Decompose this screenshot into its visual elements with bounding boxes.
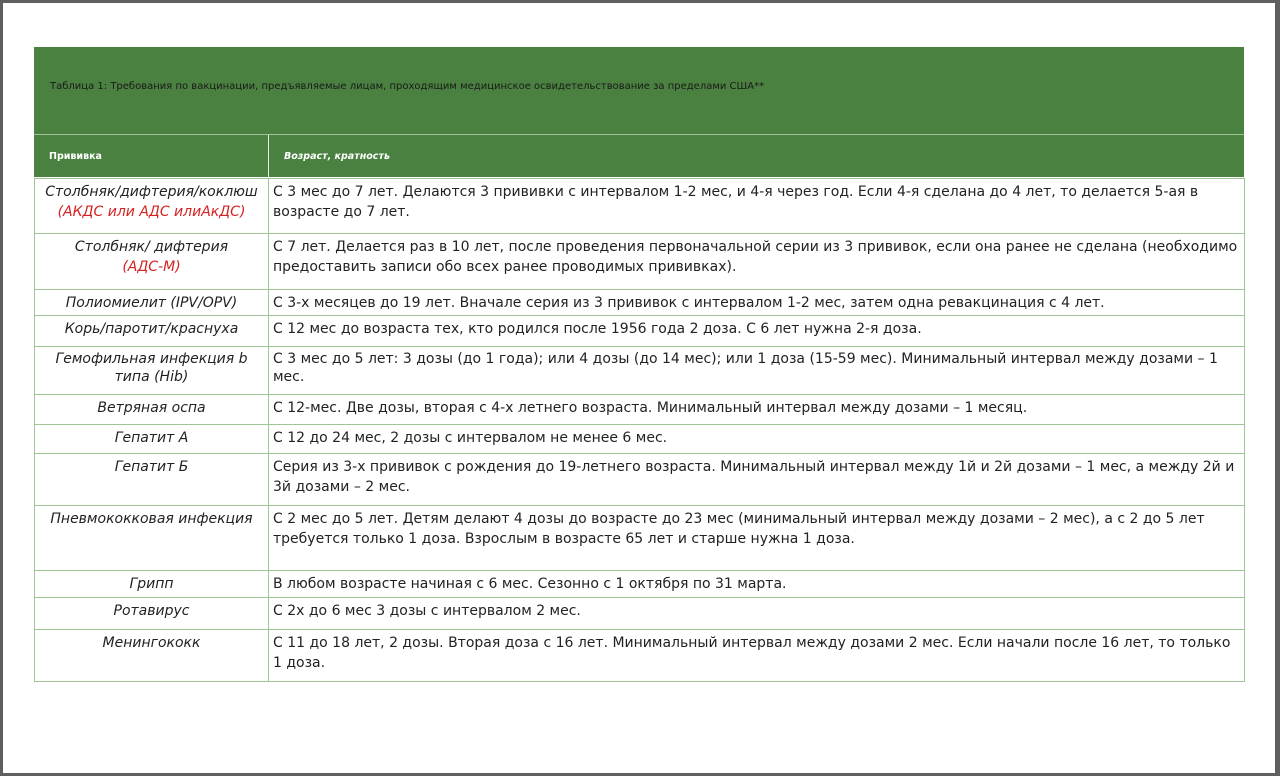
vaccine-name: Гемофильная инфекция b типа (Hib) — [35, 347, 269, 395]
vaccine-name: Пневмококковая инфекция — [35, 506, 269, 571]
vaccine-description: С 7 лет. Делается раз в 10 лет, после проведения первоначальной серии из 3 прививок, если она ранее не сделана (необходимо предоставить записи обо всех ранее проводимых прививках). — [269, 234, 1245, 290]
header-age-doses: Возраст, кратность — [284, 151, 390, 162]
table-header — [34, 134, 1244, 177]
vaccine-name: Столбняк/ дифтерия — [74, 239, 229, 255]
vaccine-description: С 2 мес до 5 лет. Детям делают 4 дозы до возрасте до 23 мес (минимальный интервал между дозами – 2 мес), а с 2 до 5 лет требуется только 1 доза. Взрослым в возрасте 65 лет и старше нужна 1 доза. — [269, 506, 1245, 571]
document-page — [3, 3, 1275, 773]
vaccine-description: С 12-мес. Две дозы, вторая с 4-х летнего возраста. Минимальный интервал между дозами – 1 месяц. — [269, 395, 1245, 425]
vaccine-description: С 3 мес до 7 лет. Делаются 3 прививки с интервалом 1-2 мес, и 4-я через год. Если 4-я сделана до 4 лет, то делается 5-ая в возрасте до 7 лет. — [269, 179, 1245, 234]
vaccine-name: Корь/паротит/краснуха — [35, 316, 269, 347]
table-row — [35, 179, 1245, 234]
table-row — [35, 395, 1245, 425]
vaccine-name-cell — [35, 234, 269, 290]
vaccine-description: С 12 до 24 мес, 2 дозы с интервалом не менее 6 мес. — [269, 425, 1245, 454]
table-title: Таблица 1: Требования по вакцинации, предъявляемые лицам, проходящим медицинское освидетельствование за пределами США** — [50, 81, 765, 92]
vaccine-name: Грипп — [35, 571, 269, 598]
vaccine-name: Ротавирус — [35, 598, 269, 630]
vaccine-name: Ветряная оспа — [35, 395, 269, 425]
table-row — [35, 506, 1245, 571]
table-row — [35, 598, 1245, 630]
vaccine-note: (АДС-М) — [122, 259, 181, 275]
table-row — [35, 630, 1245, 682]
table-title-banner — [34, 47, 1244, 134]
vaccine-description: С 3 мес до 5 лет: 3 дозы (до 1 года); или 4 дозы (до 14 мес); или 1 доза (15-59 мес). Минимальный интервал между дозами – 1 мес. — [269, 347, 1245, 395]
vaccine-description: Серия из 3-х прививок с рождения до 19-летнего возраста. Минимальный интервал между 1й и 2й дозами – 1 мес, а между 2й и 3й дозами – 2 мес. — [269, 454, 1245, 506]
vaccine-description: В любом возрасте начиная с 6 мес. Сезонно с 1 октября по 31 марта. — [269, 571, 1245, 598]
table-row — [35, 316, 1245, 347]
vaccination-table — [34, 178, 1245, 682]
vaccine-description: С 2х до 6 мес 3 дозы с интервалом 2 мес. — [269, 598, 1245, 630]
vaccine-name: Полиомиелит (IPV/OPV) — [35, 290, 269, 316]
header-vaccine: Прививка — [49, 151, 102, 162]
vaccine-name-cell — [35, 179, 269, 234]
vaccine-description: С 11 до 18 лет, 2 дозы. Вторая доза с 16 лет. Минимальный интервал между дозами 2 мес. Если начали после 16 лет, то только 1 доза. — [269, 630, 1245, 682]
vaccine-name: Гепатит А — [35, 425, 269, 454]
table-row — [35, 571, 1245, 598]
vaccine-name: Менингококк — [35, 630, 269, 682]
vaccine-note: (АКДС или АДС илиАкДС) — [57, 204, 246, 220]
table-row — [35, 425, 1245, 454]
vaccine-name: Гепатит Б — [35, 454, 269, 506]
vaccine-description: С 12 мес до возраста тех, кто родился после 1956 года 2 доза. С 6 лет нужна 2-я доза. — [269, 316, 1245, 347]
table-row — [35, 347, 1245, 395]
table-row — [35, 454, 1245, 506]
vaccine-description: С 3-х месяцев до 19 лет. Вначале серия из 3 прививок с интервалом 1-2 мес, затем одна ревакцинация с 4 лет. — [269, 290, 1245, 316]
table-row — [35, 234, 1245, 290]
header-vaccine-cell — [34, 135, 269, 177]
vaccine-name: Столбняк/дифтерия/коклюш — [45, 184, 258, 200]
table-row — [35, 290, 1245, 316]
